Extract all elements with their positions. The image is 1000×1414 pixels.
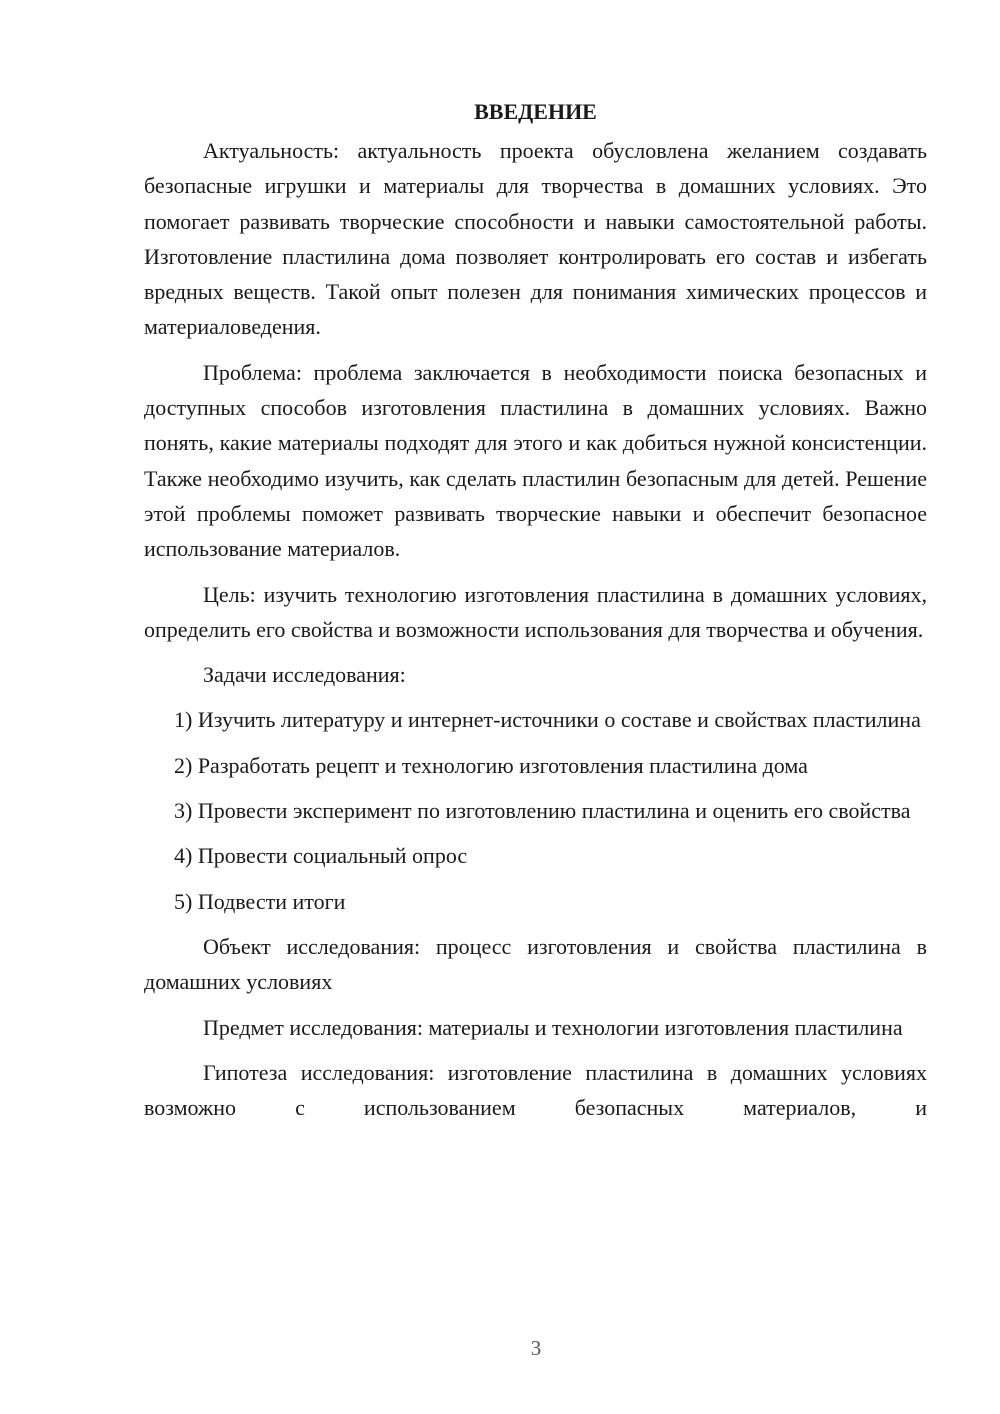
page-number: 3 <box>530 1336 542 1360</box>
tasks-title: Задачи исследования: <box>203 662 406 688</box>
object-paragraph: Объект исследования: процесс изготовления и свойства пластилина в домашних условиях <box>144 933 927 995</box>
task-item-1: 1) Изучить литературу и интернет-источники о составе и свойствах пластилина <box>174 707 921 733</box>
relevance-paragraph: Актуальность: актуальность проекта обусловлена желанием создавать безопасные игрушки и материалы для творчества в домашних условиях. Это помогает развивать творческие способности и навыки самостоятельной работы. Изготовление пластилина дома позволяет контролировать его состав и избегать вредных веществ. Такой опыт полезен для понимания химических процессов и материаловедения. <box>144 138 927 340</box>
task-item-5: 5) Подвести итоги <box>174 888 346 914</box>
goal-paragraph: Цель: изучить технологию изготовления пластилина в домашних условиях, определить его свойства и возможности использования для творчества и обучения. <box>144 581 927 642</box>
task-item-2: 2) Разработать рецепт и технологию изготовления пластилина дома <box>174 752 808 778</box>
page-content <box>144 94 927 1135</box>
problem-paragraph: Проблема: проблема заключается в необходимости поиска безопасных и доступных способов изготовления пластилина в домашних условиях. Важно понять, какие материалы подходят для этого и как добиться нужной консистенции. Также необходимо изучить, как сделать пластилин безопасным для детей. Решение этой проблемы поможет развивать творческие навыки и обеспечит безопасное использование материалов. <box>144 359 927 562</box>
hypothesis-paragraph: Гипотеза исследования: изготовление пластилина в домашних условиях возможно с использованием безопасных материалов, и <box>144 1059 927 1121</box>
task-item-3: 3) Провести эксперимент по изготовлению пластилина и оценить его свойства <box>174 798 911 824</box>
section-heading: ВВЕДЕНИЕ <box>474 99 597 124</box>
subject-paragraph: Предмет исследования: материалы и технологии изготовления пластилина <box>203 1014 903 1040</box>
task-item-4: 4) Провести социальный опрос <box>174 843 468 869</box>
